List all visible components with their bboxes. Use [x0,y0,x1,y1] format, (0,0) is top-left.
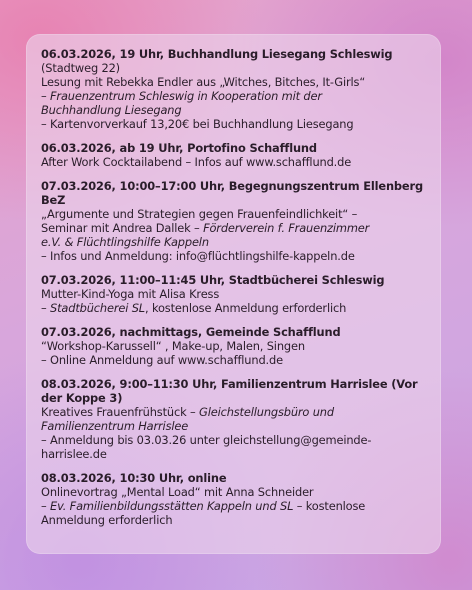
event-description: Kreatives Frauenfrühstück – [41,405,200,419]
event-organizer: Stadtbücherei SL [50,301,145,315]
event-item [41,47,436,131]
event-heading: 08.03.2026, 9:00–11:30 Uhr, Familienzentrum Harrislee (Vor [41,377,418,391]
event-organizer: Gleichstellungsbüro und [199,405,334,419]
event-item [41,141,436,169]
event-info: – Infos und Anmeldung: info@flüchtlingshilfe-kappeln.de [41,249,355,263]
event-organizer: Frauenzentrum Schleswig in Kooperation mit der [50,89,322,103]
event-address: (Stadtweg 22) [41,61,120,75]
event-organizer-line [41,301,436,315]
event-info: – Anmeldung bis 03.03.26 unter gleichstellung@gemeinde- [41,433,372,447]
event-description: Onlinevortrag „Mental Load“ mit Anna Schneider [41,485,314,499]
event-organizer-line [41,89,436,103]
dash: – [41,499,51,513]
event-info: – Online Anmeldung auf www.schafflund.de [41,353,283,367]
event-info: Anmeldung erforderlich [41,513,173,527]
dash: – [41,301,51,315]
event-item [41,377,436,461]
event-heading: 06.03.2026, 19 Uhr, Buchhandlung Liesegang Schleswig [41,47,393,61]
event-heading: 07.03.2026, nachmittags, Gemeinde Schafflund [41,325,341,339]
event-info: – kostenlose [293,499,366,513]
event-organizer-line [41,221,436,235]
event-heading: 07.03.2026, 11:00–11:45 Uhr, Stadtbücherei Schleswig [41,273,385,287]
event-heading-cont: der Koppe 3) [41,391,123,405]
event-description: “Workshop-Karussell“ , Make-up, Malen, Singen [41,339,305,353]
event-organizer: Buchhandlung Liesegang [41,103,182,117]
event-heading: 07.03.2026, 10:00–17:00 Uhr, Begegnungszentrum Ellenberg [41,179,423,193]
event-info: – Kartenvorverkauf 13,20€ bei Buchhandlung Liesegang [41,117,354,131]
event-info: , kostenlose Anmeldung erforderlich [145,301,347,315]
event-organizer: Ev. Familienbildungsstätten Kappeln und SL [50,499,294,513]
event-item [41,179,436,263]
event-organizer-line [41,499,436,513]
event-heading-cont: BeZ [41,193,66,207]
event-item [41,325,436,367]
event-item [41,273,436,315]
event-description: „Argumente und Strategien gegen Frauenfeindlichkeit“ – [41,207,358,221]
event-organizer-line [41,405,436,419]
event-info: harrislee.de [41,447,107,461]
event-organizer: Familienzentrum Harrislee [41,419,189,433]
event-heading: 08.03.2026, 10:30 Uhr, online [41,471,227,485]
event-list [41,47,436,527]
event-description: After Work Cocktailabend – Infos auf www.schafflund.de [41,155,352,169]
event-organizer: e.V. & Flüchtlingshilfe Kappeln [41,235,209,249]
event-heading: 06.03.2026, ab 19 Uhr, Portofino Schafflund [41,141,317,155]
event-item [41,471,436,527]
event-description: Lesung mit Rebekka Endler aus „Witches, Bitches, It-Girls“ [41,75,366,89]
event-description: Mutter-Kind-Yoga mit Alisa Kress [41,287,220,301]
dash: – [41,89,51,103]
event-organizer: Förderverein f. Frauenzimmer [203,221,370,235]
event-description: Seminar mit Andrea Dallek – [41,221,204,235]
